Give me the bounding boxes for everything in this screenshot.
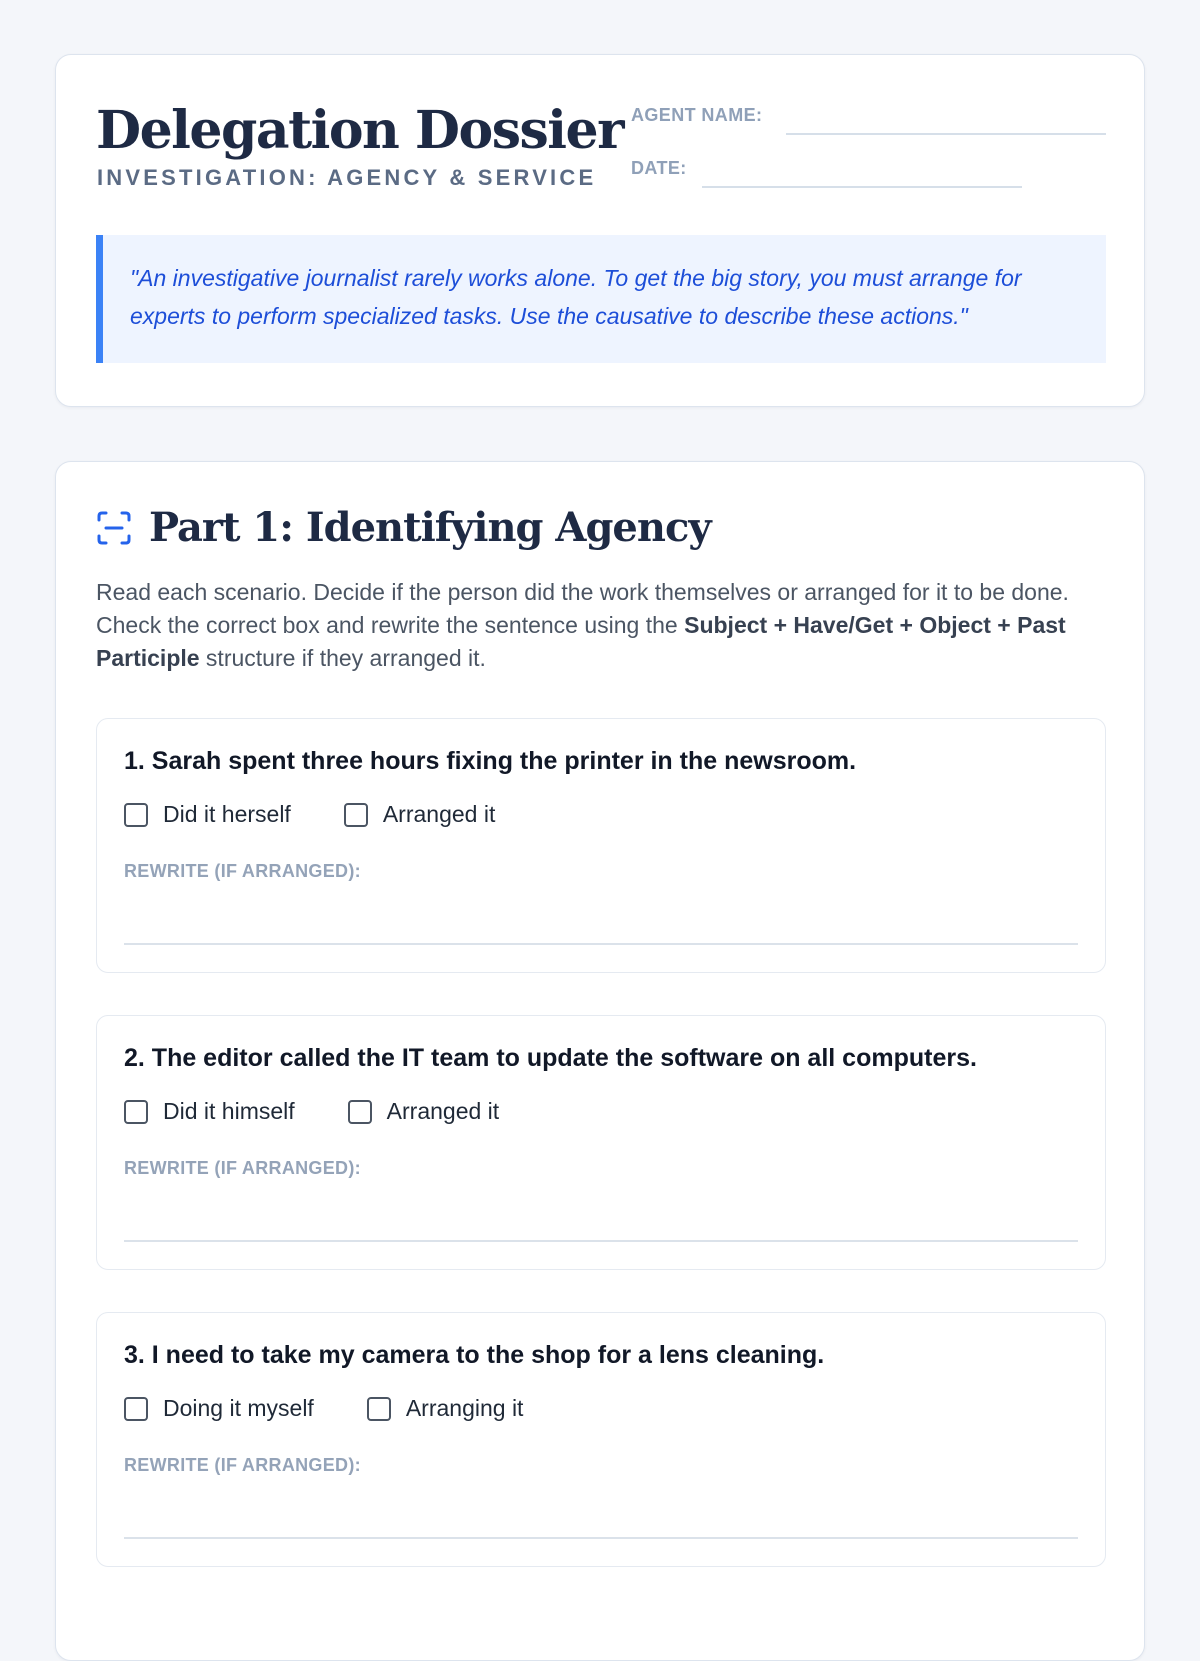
- question-card: [96, 1312, 1106, 1567]
- option-label: Arranged it: [386, 1098, 500, 1124]
- option-doing-it-myself[interactable]: [124, 1395, 314, 1422]
- rewrite-label: REWRITE (IF ARRANGED):: [124, 861, 361, 881]
- checkbox[interactable]: [367, 1397, 391, 1421]
- page-title: Delegation Dossier: [96, 100, 623, 161]
- header-card: [55, 54, 1145, 407]
- question-card: [96, 718, 1106, 973]
- checkbox[interactable]: [124, 803, 148, 827]
- instructions-structure: Subject + Have/Get + Object + Past Participle: [96, 612, 1066, 671]
- answer-options: [124, 1098, 552, 1125]
- rewrite-label: REWRITE (IF ARRANGED):: [124, 1455, 361, 1475]
- answer-options: [124, 1395, 576, 1422]
- option-did-it-herself[interactable]: [124, 801, 291, 828]
- option-arranging-it[interactable]: [367, 1395, 524, 1422]
- scan-icon: [96, 510, 132, 546]
- date-field[interactable]: [702, 186, 1022, 188]
- option-arranged-it[interactable]: [344, 801, 496, 828]
- rewrite-field[interactable]: [124, 1537, 1078, 1539]
- rewrite-field[interactable]: [124, 943, 1078, 945]
- instructions-outro: structure if they arranged it.: [199, 645, 486, 671]
- question-card: [96, 1015, 1106, 1270]
- option-arranged-it[interactable]: [348, 1098, 500, 1125]
- agent-name-label: AGENT NAME:: [631, 105, 763, 125]
- date-label: DATE:: [631, 158, 687, 178]
- instructions-intro: Read each scenario. Decide if the person did the work themselves or arranged for it to be done. Check the correct box and rewrite the sentence using the: [96, 579, 1069, 638]
- question-text: 1. Sarah spent three hours fixing the printer in the newsroom.: [124, 747, 857, 775]
- checkbox[interactable]: [348, 1100, 372, 1124]
- option-label: Did it herself: [163, 801, 291, 827]
- page-subtitle: INVESTIGATION: AGENCY & SERVICE: [97, 165, 597, 190]
- checkbox[interactable]: [344, 803, 368, 827]
- rewrite-field[interactable]: [124, 1240, 1078, 1242]
- checkbox[interactable]: [124, 1397, 148, 1421]
- part1-instructions: [96, 576, 1106, 675]
- part1-title: Part 1: Identifying Agency: [149, 504, 711, 551]
- part1-card: [55, 461, 1145, 1661]
- question-text: 2. The editor called the IT team to update the software on all computers.: [124, 1044, 977, 1072]
- rewrite-label: REWRITE (IF ARRANGED):: [124, 1158, 361, 1178]
- option-label: Arranging it: [405, 1395, 524, 1421]
- option-label: Arranged it: [382, 801, 496, 827]
- option-did-it-himself[interactable]: [124, 1098, 295, 1125]
- option-label: Doing it myself: [163, 1395, 314, 1421]
- checkbox[interactable]: [124, 1100, 148, 1124]
- question-text: 3. I need to take my camera to the shop for a lens cleaning.: [124, 1341, 825, 1369]
- option-label: Did it himself: [163, 1098, 295, 1124]
- intro-quote: "An investigative journalist rarely works alone. To get the big story, you must arrange for experts to perform specialized tasks. Use the causative to describe these actions.": [96, 235, 1106, 363]
- agent-name-field[interactable]: [786, 133, 1106, 135]
- answer-options: [124, 801, 548, 828]
